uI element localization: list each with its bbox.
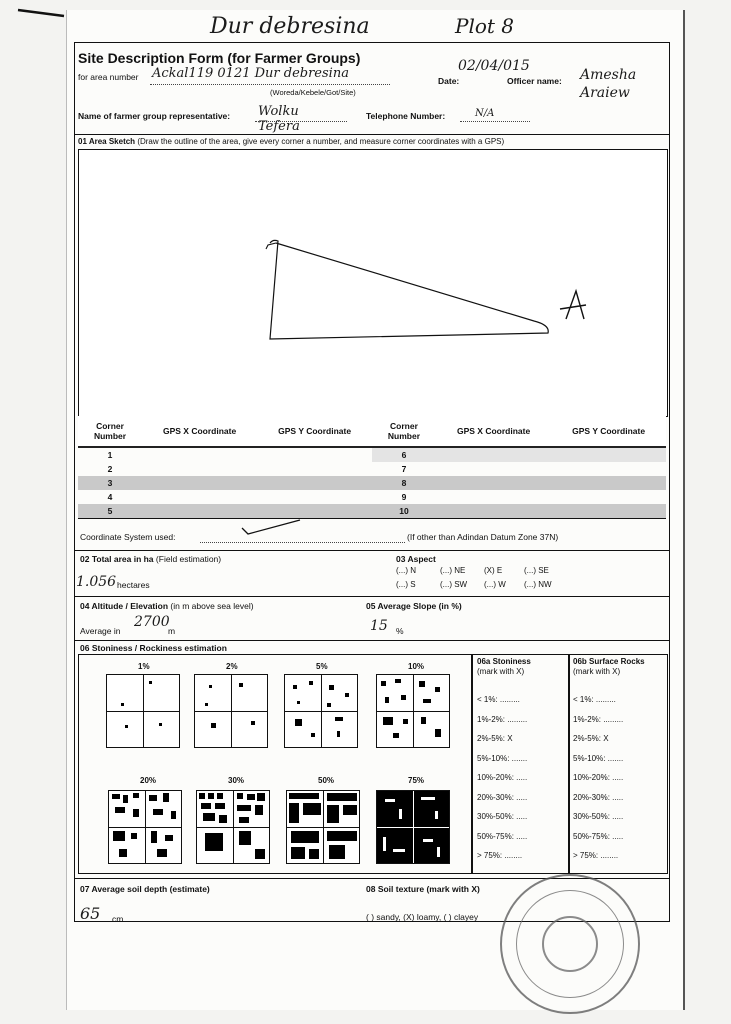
slope-value: 15 (370, 618, 388, 634)
representative-label: Name of farmer group representative: (78, 111, 231, 121)
stoniness-options (477, 690, 527, 866)
stone-pattern-1pct (106, 674, 180, 748)
option-item: 30%-50%: ..... (477, 812, 528, 821)
coordinate-system-hint: (If other than Adindan Datum Zone 37N) (407, 532, 559, 542)
pct-label: 20% (140, 776, 157, 785)
total-area-heading (80, 554, 221, 564)
aspect-e: (X) E (484, 566, 503, 575)
slope-label: 05 Average Slope (in %) (366, 601, 462, 611)
area-number-label: for area number (78, 72, 139, 82)
stone-pattern-5pct (284, 674, 358, 748)
soil-depth-unit: cm (112, 914, 124, 924)
corner-number: 7 (401, 464, 407, 474)
area-sketch-label: 01 Area Sketch (78, 137, 136, 146)
option-item: 10%-20%: ..... (573, 773, 624, 782)
option-item: 50%-75%: ..... (573, 831, 624, 841)
corner-number: 6 (372, 447, 436, 462)
official-stamp-icon (500, 874, 640, 1014)
altitude-prefix: Average in (80, 626, 121, 636)
option-item: < 1%: ......... (477, 695, 520, 704)
surface-rocks-title: 06b Surface Rocks (573, 657, 645, 666)
altitude-label: 04 Altitude / Elevation (80, 601, 169, 611)
pct-label: 50% (318, 776, 335, 785)
area-number-hint: (Woreda/Kebele/Got/Site) (270, 88, 356, 97)
col-gps-x-left: GPS X Coordinate (142, 416, 257, 447)
stone-pattern-10pct (376, 674, 450, 748)
area-sketch-heading (78, 137, 504, 146)
col-gps-x-right: GPS X Coordinate (436, 416, 551, 447)
stone-pattern-20pct (108, 790, 182, 864)
corner-number: 5 (78, 504, 142, 518)
handwritten-plot-number: Plot 8 (455, 14, 515, 38)
soil-texture-options: ( ) sandy, (X) loamy, ( ) clayey (366, 912, 479, 922)
corner-number: 9 (401, 492, 407, 502)
altitude-hint: (in m above sea level) (170, 601, 254, 611)
stoniness-title: 06a Stoniness (477, 657, 531, 666)
total-area-hint: (Field estimation) (155, 554, 222, 564)
altitude-unit: m (168, 626, 176, 636)
gps-coordinates-table (78, 416, 666, 518)
surface-rocks-subtitle: (mark with X) (573, 667, 621, 676)
option-item: < 1%: ......... (573, 695, 616, 704)
option-item: 5%-10%: ....... (573, 753, 624, 763)
option-item: 1%-2%: ......... (573, 714, 624, 724)
pct-label: 30% (228, 776, 245, 785)
stone-pattern-30pct (196, 790, 270, 864)
table-row (78, 462, 666, 476)
corner-number: 4 (107, 492, 113, 502)
aspect-nw: (...) NW (524, 580, 552, 589)
aspect-s: (...) S (396, 580, 416, 589)
officer-name-label: Officer name: (507, 76, 562, 86)
col-corner-left: Corner Number (78, 416, 142, 447)
corner-number: 3 (78, 476, 142, 490)
soil-depth-value: 65 (80, 904, 101, 923)
area-sketch-drawing (78, 149, 666, 415)
slope-unit: % (396, 626, 404, 636)
total-area-label: 02 Total area in ha (80, 554, 154, 564)
corner-number: 2 (107, 464, 113, 474)
table-row (78, 476, 666, 490)
stoniness-subtitle: (mark with X) (477, 667, 525, 676)
corner-number: 8 (372, 476, 436, 490)
surface-rocks-title-block (573, 657, 645, 677)
altitude-value: 2700 (134, 614, 170, 630)
option-item: 5%-10%: ....... (477, 753, 528, 763)
aspect-sw: (...) SW (440, 580, 468, 589)
coordinate-system-label: Coordinate System used: (80, 532, 176, 542)
handwritten-site-name: Dur debresina (210, 14, 370, 39)
coordinate-system-mark (238, 516, 308, 538)
form-title: Site Description Form (for Farmer Groups) (78, 50, 361, 66)
pct-label: 5% (316, 662, 328, 671)
option-item: 20%-30%: ..... (573, 792, 624, 802)
option-item: 1%-2%: ......... (477, 714, 528, 724)
option-item: > 75%: ........ (477, 851, 523, 860)
option-item: > 75%: ........ (573, 851, 619, 860)
col-corner-right: Corner Number (372, 416, 436, 447)
binder-mark (0, 0, 70, 30)
table-row (78, 447, 666, 462)
option-item: 50%-75%: ..... (477, 831, 528, 841)
table-row (78, 490, 666, 504)
total-area-value: 1.056 (76, 574, 117, 590)
option-item: 30%-50%: ..... (573, 812, 624, 821)
option-item: 10%-20%: ..... (477, 773, 528, 782)
date-label: Date: (438, 76, 460, 86)
soil-depth-label: 07 Average soil depth (estimate) (80, 884, 210, 894)
option-item: 2%-5%: X (477, 734, 513, 743)
date-value: 02/04/015 (458, 58, 530, 74)
table-row (78, 504, 666, 518)
representative-value: Wolku Tefera (258, 104, 300, 134)
telephone-value: N/A (475, 108, 495, 119)
stone-pattern-2pct (194, 674, 268, 748)
aspect-label: 03 Aspect (396, 554, 436, 564)
stone-pattern-75pct (376, 790, 450, 864)
corner-number: 1 (107, 450, 113, 460)
col-gps-y-right: GPS Y Coordinate (551, 416, 666, 447)
option-item: 2%-5%: X (573, 734, 609, 743)
telephone-label: Telephone Number: (366, 111, 446, 121)
stoniness-label: 06 Stoniness / Rockiness estimation (80, 643, 227, 653)
aspect-n: (...) N (396, 566, 416, 575)
surface-rocks-options (573, 690, 623, 866)
total-area-unit: hectares (117, 580, 150, 590)
pct-label: 10% (408, 662, 425, 671)
stoniness-title-block (477, 657, 531, 677)
stone-pattern-50pct (286, 790, 360, 864)
option-item: 20%-30%: ..... (477, 792, 528, 802)
aspect-w: (...) W (484, 580, 506, 589)
aspect-se: (...) SE (524, 566, 549, 575)
area-sketch-hint: (Draw the outline of the area, give every corner a number, and measure corner coordinates with a GPS) (137, 137, 505, 146)
altitude-heading (80, 601, 254, 611)
pct-label: 1% (138, 662, 150, 671)
col-gps-y-left: GPS Y Coordinate (257, 416, 372, 447)
soil-texture-label: 08 Soil texture (mark with X) (366, 884, 480, 894)
pct-label: 75% (408, 776, 425, 785)
pct-label: 2% (226, 662, 238, 671)
officer-name-value: Amesha Araiew (580, 67, 637, 101)
corner-number: 10 (372, 504, 436, 518)
aspect-ne: (...) NE (440, 566, 466, 575)
area-number-value: Ackal119 0121 Dur debresina (152, 66, 349, 81)
